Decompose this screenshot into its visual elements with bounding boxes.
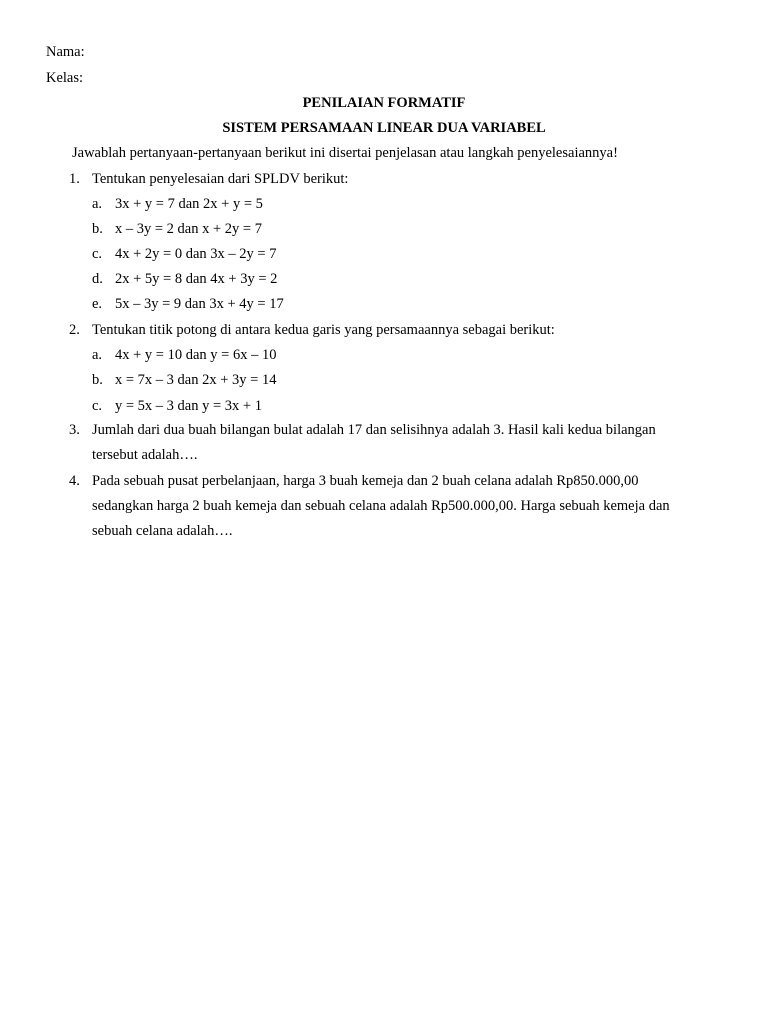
list-item: 3x + y = 7 dan 2x + y = 5 (115, 196, 263, 212)
item-letter: c. (92, 398, 103, 414)
question-number: 1. (69, 171, 80, 187)
question-text-line: Pada sebuah pusat perbelanjaan, harga 3 buah kemeja dan 2 buah celana adalah Rp850.000,00 (92, 473, 639, 489)
question-text-line: tersebut adalah…. (92, 447, 198, 463)
kelas-label: Kelas: (46, 70, 84, 86)
item-letter: b. (92, 372, 103, 388)
item-letter: a. (92, 347, 103, 363)
item-letter: b. (92, 221, 103, 237)
page-subtitle: SISTEM PERSAMAAN LINEAR DUA VARIABEL (222, 120, 546, 136)
question-text-line: Jumlah dari dua buah bilangan bulat adalah 17 dan selisihnya adalah 3. Hasil kali kedua bilangan (92, 422, 656, 438)
question-number: 2. (69, 322, 80, 338)
question-number: 4. (69, 473, 80, 489)
page-title: PENILAIAN FORMATIF (302, 95, 466, 111)
list-item: 4x + 2y = 0 dan 3x – 2y = 7 (115, 246, 277, 262)
list-item: 5x – 3y = 9 dan 3x + 4y = 17 (115, 296, 284, 312)
item-letter: d. (92, 271, 103, 287)
instruction-text: Jawablah pertanyaan-pertanyaan berikut ini disertai penjelasan atau langkah penyelesaiannya! (72, 145, 618, 161)
item-letter: e. (92, 296, 103, 312)
list-item: y = 5x – 3 dan y = 3x + 1 (115, 398, 262, 414)
list-item: x = 7x – 3 dan 2x + 3y = 14 (115, 372, 277, 388)
question-text-line: sebuah celana adalah…. (92, 523, 233, 539)
item-letter: c. (92, 246, 103, 262)
question-number: 3. (69, 422, 80, 438)
list-item: 2x + 5y = 8 dan 4x + 3y = 2 (115, 271, 278, 287)
list-item: x – 3y = 2 dan x + 2y = 7 (115, 221, 262, 237)
item-letter: a. (92, 196, 103, 212)
question-text-line: sedangkan harga 2 buah kemeja dan sebuah celana adalah Rp500.000,00. Harga sebuah kemeja dan (92, 498, 670, 514)
question-text: Tentukan titik potong di antara kedua garis yang persamaannya sebagai berikut: (92, 322, 555, 338)
nama-label: Nama: (46, 44, 85, 60)
question-text: Tentukan penyelesaian dari SPLDV berikut: (92, 171, 349, 187)
list-item: 4x + y = 10 dan y = 6x – 10 (115, 347, 277, 363)
